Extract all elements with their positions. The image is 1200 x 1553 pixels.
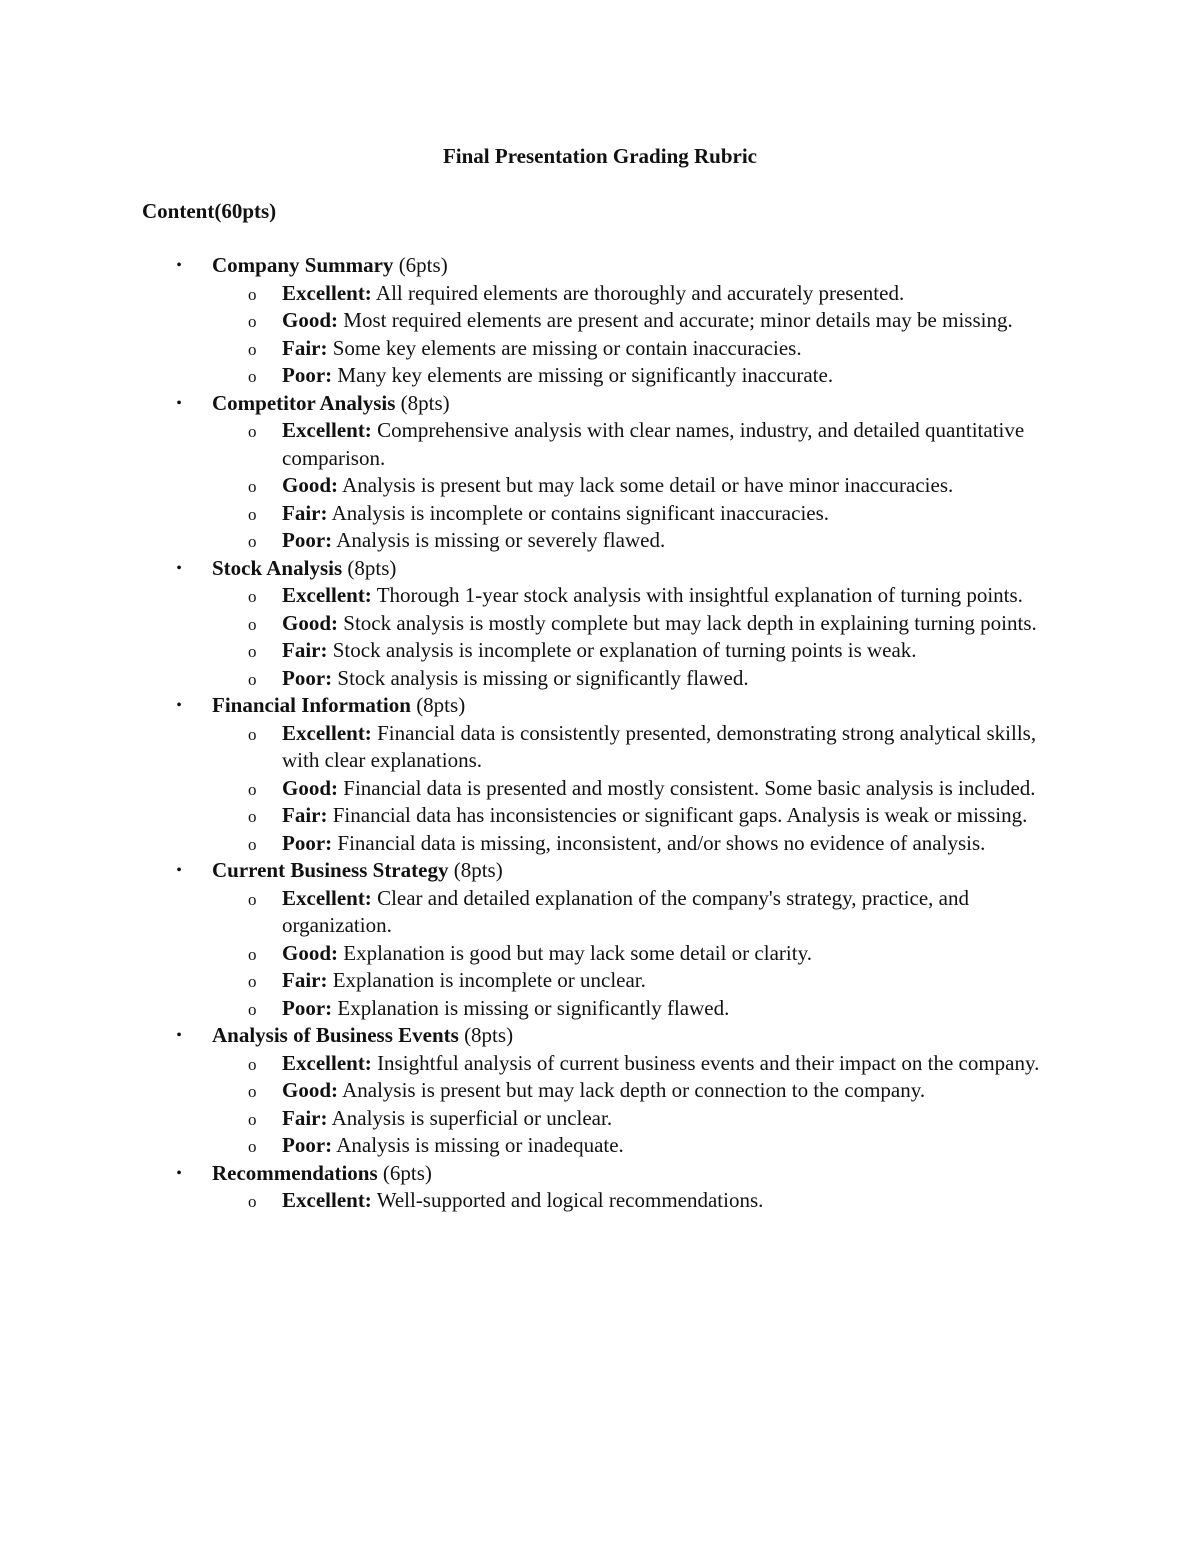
level-label: Good: bbox=[282, 775, 339, 800]
level-label: Fair: bbox=[282, 1105, 328, 1130]
sub-bullet-icon: o bbox=[248, 972, 257, 991]
sub-bullet-icon: o bbox=[248, 834, 257, 854]
criterion-name: Stock Analysis bbox=[212, 555, 343, 580]
sub-bullet-icon: o bbox=[248, 1192, 257, 1211]
sub-bullet-icon: o bbox=[248, 944, 257, 964]
level-item bbox=[0, 637, 1200, 665]
sub-bullet-icon: o bbox=[248, 422, 257, 441]
bullet-icon: • bbox=[176, 394, 182, 412]
level-label: Excellent: bbox=[282, 1188, 372, 1212]
level-item bbox=[0, 940, 1200, 968]
level-list bbox=[0, 885, 1200, 1023]
level-description: Well-supported and logical recommendations. bbox=[376, 1188, 764, 1212]
level-item bbox=[0, 472, 1200, 500]
section-heading-content: Content(60pts) bbox=[142, 199, 277, 223]
level-item bbox=[0, 335, 1200, 363]
level-label: Fair: bbox=[282, 638, 328, 662]
level-description: Stock analysis is missing or significantly flawed. bbox=[337, 665, 749, 690]
level-label: Poor: bbox=[282, 665, 333, 690]
criterion-item bbox=[0, 692, 1200, 857]
level-description: Explanation is incomplete or unclear. bbox=[332, 968, 646, 992]
level-item bbox=[0, 967, 1200, 995]
bullet-icon: • bbox=[176, 1164, 182, 1182]
criterion-item bbox=[0, 857, 1200, 1022]
level-item bbox=[0, 885, 1200, 940]
criterion-points: (6pts) bbox=[398, 253, 448, 277]
level-description: Analysis is missing or inadequate. bbox=[336, 1133, 624, 1157]
level-item bbox=[0, 1105, 1200, 1133]
criterion-name: Recommendations bbox=[212, 1160, 378, 1185]
criterion-heading bbox=[0, 555, 1200, 583]
criterion-item bbox=[0, 252, 1200, 390]
level-description: Stock analysis is incomplete or explanation of turning points is weak. bbox=[332, 638, 917, 662]
level-item bbox=[0, 527, 1200, 555]
level-item bbox=[0, 1050, 1200, 1078]
criterion-heading bbox=[0, 692, 1200, 720]
level-description: Analysis is superficial or unclear. bbox=[331, 1105, 613, 1130]
criterion-points: (8pts) bbox=[453, 858, 503, 882]
sub-bullet-icon: o bbox=[248, 999, 257, 1019]
level-description: Many key elements are missing or significantly inaccurate. bbox=[337, 363, 834, 387]
sub-bullet-icon: o bbox=[248, 807, 257, 826]
bullet-icon: • bbox=[176, 697, 182, 714]
level-description: All required elements are thoroughly and accurately presented. bbox=[375, 280, 905, 305]
criterion-heading bbox=[0, 390, 1200, 418]
criterion-item bbox=[0, 1022, 1200, 1160]
level-item bbox=[0, 280, 1200, 308]
criterion-points: (8pts) bbox=[416, 693, 466, 717]
level-label: Good: bbox=[282, 308, 339, 332]
level-list bbox=[0, 1187, 1200, 1215]
criterion-name: Competitor Analysis bbox=[212, 390, 396, 415]
document-title: Final Presentation Grading Rubric bbox=[442, 144, 758, 168]
level-label: Excellent: bbox=[282, 885, 372, 910]
criterion-points: (8pts) bbox=[400, 390, 450, 415]
level-description: Analysis is present but may lack some detail or have minor inaccuracies. bbox=[342, 473, 954, 497]
level-description: Stock analysis is mostly complete but may lack depth in explaining turning points. bbox=[343, 610, 1037, 635]
level-label: Poor: bbox=[282, 528, 333, 552]
criterion-item bbox=[0, 555, 1200, 693]
level-label: Excellent: bbox=[282, 1050, 372, 1075]
level-item bbox=[0, 830, 1200, 858]
sub-bullet-icon: o bbox=[248, 669, 257, 689]
level-description: Insightful analysis of current business events and their impact on the company. bbox=[377, 1050, 1040, 1075]
level-label: Excellent: bbox=[282, 583, 372, 607]
level-description: Analysis is incomplete or contains significant inaccuracies. bbox=[331, 500, 830, 525]
level-label: Poor: bbox=[282, 363, 333, 387]
sub-bullet-icon: o bbox=[248, 614, 257, 634]
level-label: Excellent: bbox=[282, 720, 372, 745]
level-item bbox=[0, 362, 1200, 390]
level-label: Poor: bbox=[282, 995, 333, 1020]
bullet-icon: • bbox=[176, 559, 182, 577]
sub-bullet-icon: o bbox=[248, 1137, 257, 1156]
level-description: Thorough 1-year stock analysis with insightful explanation of turning points. bbox=[376, 583, 1023, 607]
level-item bbox=[0, 1077, 1200, 1105]
level-label: Good: bbox=[282, 473, 339, 497]
level-label: Excellent: bbox=[282, 418, 372, 442]
bullet-icon: • bbox=[176, 862, 182, 879]
level-description: Financial data is consistently presented, demonstrating strong analytical skills, with clear explanations. bbox=[282, 720, 1037, 772]
level-label: Fair: bbox=[282, 500, 328, 525]
level-description: Comprehensive analysis with clear names, industry, and detailed quantitative comparison. bbox=[282, 418, 1025, 470]
level-description: Financial data is presented and mostly consistent. Some basic analysis is included. bbox=[343, 775, 1036, 800]
level-item bbox=[0, 665, 1200, 693]
level-list bbox=[0, 720, 1200, 858]
level-description: Explanation is good but may lack some detail or clarity. bbox=[343, 940, 812, 965]
level-description: Financial data is missing, inconsistent, and/or shows no evidence of analysis. bbox=[337, 830, 986, 855]
level-list bbox=[0, 582, 1200, 692]
level-label: Poor: bbox=[282, 830, 333, 855]
bullet-icon: • bbox=[176, 257, 182, 274]
criterion-heading bbox=[0, 1022, 1200, 1050]
level-label: Fair: bbox=[282, 968, 328, 992]
criterion-points: (6pts) bbox=[382, 1160, 432, 1185]
sub-bullet-icon: o bbox=[248, 367, 257, 386]
level-label: Good: bbox=[282, 610, 339, 635]
level-label: Excellent: bbox=[282, 280, 372, 305]
criterion-points: (8pts) bbox=[464, 1023, 514, 1047]
level-description: Some key elements are missing or contain inaccuracies. bbox=[332, 335, 802, 360]
criterion-name: Financial Information bbox=[212, 693, 411, 717]
level-label: Good: bbox=[282, 1078, 339, 1102]
criterion-name: Analysis of Business Events bbox=[212, 1023, 459, 1047]
level-item bbox=[0, 1132, 1200, 1160]
sub-bullet-icon: o bbox=[248, 889, 257, 909]
level-item bbox=[0, 720, 1200, 775]
level-list bbox=[0, 280, 1200, 390]
sub-bullet-icon: o bbox=[248, 477, 257, 496]
level-description: Analysis is missing or severely flawed. bbox=[336, 528, 666, 552]
sub-bullet-icon: o bbox=[248, 1054, 257, 1074]
criterion-heading bbox=[0, 1160, 1200, 1188]
level-item bbox=[0, 500, 1200, 528]
sub-bullet-icon: o bbox=[248, 779, 257, 799]
sub-bullet-icon: o bbox=[248, 642, 257, 661]
level-item bbox=[0, 582, 1200, 610]
sub-bullet-icon: o bbox=[248, 1082, 257, 1101]
bullet-icon: • bbox=[176, 1027, 182, 1044]
level-item bbox=[0, 775, 1200, 803]
level-description: Explanation is missing or significantly flawed. bbox=[337, 995, 730, 1020]
level-list bbox=[0, 1050, 1200, 1160]
criterion-name: Current Business Strategy bbox=[212, 858, 449, 882]
sub-bullet-icon: o bbox=[248, 504, 257, 524]
sub-bullet-icon: o bbox=[248, 724, 257, 744]
sub-bullet-icon: o bbox=[248, 284, 257, 304]
level-item bbox=[0, 610, 1200, 638]
level-description: Most required elements are present and accurate; minor details may be missing. bbox=[343, 308, 1013, 332]
level-label: Fair: bbox=[282, 803, 328, 827]
sub-bullet-icon: o bbox=[248, 532, 257, 551]
criterion-points: (8pts) bbox=[347, 555, 397, 580]
level-item bbox=[0, 417, 1200, 472]
criterion-item bbox=[0, 1160, 1200, 1215]
level-item bbox=[0, 1187, 1200, 1215]
sub-bullet-icon: o bbox=[248, 1109, 257, 1129]
criterion-name: Company Summary bbox=[212, 253, 394, 277]
level-list bbox=[0, 417, 1200, 555]
sub-bullet-icon: o bbox=[248, 587, 257, 606]
level-description: Clear and detailed explanation of the company's strategy, practice, and organization. bbox=[282, 885, 969, 937]
level-description: Financial data has inconsistencies or significant gaps. Analysis is weak or missing. bbox=[332, 803, 1028, 827]
level-item bbox=[0, 802, 1200, 830]
level-description: Analysis is present but may lack depth or connection to the company. bbox=[342, 1078, 926, 1102]
sub-bullet-icon: o bbox=[248, 339, 257, 359]
sub-bullet-icon: o bbox=[248, 312, 257, 331]
criterion-heading bbox=[0, 252, 1200, 280]
level-item bbox=[0, 307, 1200, 335]
level-label: Fair: bbox=[282, 335, 328, 360]
level-label: Good: bbox=[282, 940, 339, 965]
level-item bbox=[0, 995, 1200, 1023]
criterion-heading bbox=[0, 857, 1200, 885]
level-label: Poor: bbox=[282, 1133, 333, 1157]
criteria-list bbox=[0, 252, 1200, 1215]
criterion-item bbox=[0, 390, 1200, 555]
